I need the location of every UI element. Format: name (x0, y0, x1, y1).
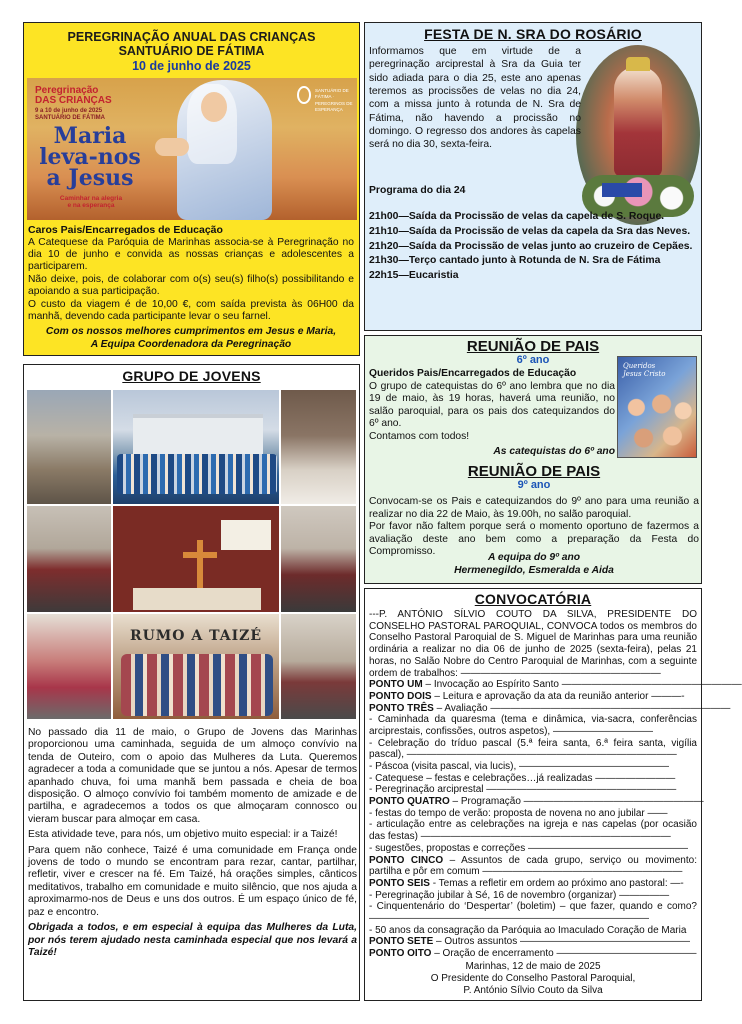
reuniao-9-body (369, 496, 699, 559)
photo-group-outdoor (112, 389, 280, 505)
our-lady-rosary-statue-image (576, 45, 700, 225)
agenda-item: PONTO CINCO – Assuntos de cada grupo, serviço ou movimento: partilha e pôr em comum ———————————————————— (369, 854, 697, 878)
peregrinacao-date: 10 de junho de 2025 (132, 58, 251, 73)
peregrinacao-paragraph-1: A Catequese da Paróquia de Marinhas associa-se à Peregrinação no dia 10 de junho e convida as nossas crianças e adolescentes a participarem. (28, 236, 354, 273)
peregrinacao-paragraph-3: O custo da viagem é de 10,00 €, com saída prevista às 06H00 da manhã, devendo cada participante levar o seu farnel. (28, 298, 354, 322)
poster-date-line1: 9 a 10 de junho de 2025 (35, 108, 103, 114)
agenda-item: - Catequese – festas e celebrações…já realizadas ———————— (369, 772, 676, 784)
jovens-section (23, 364, 360, 1001)
poster-tagline-line1: Caminhar na alegria (59, 195, 123, 202)
reuniao-6-body (369, 368, 615, 443)
agenda-item: - 50 anos da consagração da Paróquia ao Imaculado Coração de Maria (369, 924, 687, 936)
agenda-item: PONTO QUATRO – Programação —————————————————— (369, 796, 704, 808)
poster-headline-line3: a Jesus (46, 164, 134, 191)
rumo-a-taize-banner: RUMO A TAIZÉ (129, 628, 263, 644)
programa-item: 21h20—Saída da Procissão de velas junto ao cruzeiro de Cepães. (369, 240, 693, 252)
agenda-list (365, 679, 742, 960)
jovens-paragraph-2: Esta atividade teve, para nós, um objetivo muito especial: ir a Taizé! (28, 829, 338, 841)
peregrinacao-paragraph-2: Não deixe, pois, de colaborar com o(s) seu(s) filho(s) possibilitando e apoiando a sua participação. (28, 273, 354, 298)
poster-title-line1: Peregrinação (35, 85, 99, 96)
book-title-line1: Queridos (623, 362, 656, 370)
agenda-item: PONTO DOIS – Leitura e aprovação da ata da reunião anterior ———- (369, 690, 685, 702)
reuniao-section (364, 335, 702, 584)
poster-headline-line1: Maria (53, 123, 127, 149)
reuniao-6-greeting: Queridos Pais/Encarregados de Educação (369, 368, 577, 379)
agenda-item: - articulação entre as celebrações na igreja e nas capelas (por ocasião das festas) ————————————————————————— (369, 819, 697, 843)
agenda-item: - Peregrinação jubilar à Sé, 16 de novembro (organizar) ————— (369, 889, 670, 901)
poster-tagline (37, 195, 145, 209)
reuniao-6-signature: As catequistas do 6º ano (493, 446, 615, 457)
catechism-book-cover-image (617, 356, 697, 458)
reuniao-year-6: 6º ano (516, 354, 550, 366)
poster-headline-line2: leva-nos (39, 143, 141, 170)
festa-section (364, 22, 702, 331)
jovens-paragraph-3: Para quem não conhece, Taizé é uma comunidade em França onde jovens de todo o mundo se encontram para rezar, cantar, partilhar, refletir, viver e crescer na fé. Em Taizé, há orações simples, cânticos meditativos, trabalho em comunidade e muito silêncio, que nos ajuda a aproximarmo-nos de Deus e uns dos outros. É um espaço único de fé, paz e encontro. (28, 844, 357, 918)
agenda-item: - sugestões, propostas e correções ———————————————— (369, 842, 688, 854)
book-title-line2: Jesus Cristo (623, 369, 666, 378)
agenda-item: - festas do tempo de verão: proposta de novena no ano jubilar —— (369, 807, 668, 819)
jovens-paragraph-1: No passado dia 11 de maio, o Grupo de Jovens das Marinhas proporcionou uma caminhada, seguida de um almoço convívio na tenda de Outeiro, com o apoio das Mulheres da Luta. Queremos agradecer a toda a comunidade que se juntou a nós. Apesar de termos apanhado chuva, foi uma manhã bem passada e cheia de boa disposição. O almoço convívio foi também momento de amizade e de partilha, e agradecemos a todos os que almoçaram connosco ou vieram buscar para almoçar em casa. (28, 727, 357, 825)
peregrinacao-signature-line2: A Equipa Coordenadora da Peregrinação (90, 338, 292, 350)
reuniao-9-signature (365, 552, 703, 578)
poster-date-line2: SANTUÁRIO DE FÁTIMA (35, 115, 105, 122)
peregrinacao-greeting: Caros Pais/Encarregados de Educação (28, 224, 223, 236)
convocatoria-title: CONVOCATÓRIA (474, 591, 592, 607)
jovens-thanks: Obrigada a todos, e em especial à equipa das Mulheres da Luta, por nós terem ajudado nesta caminhada especial que nos levará a Taizé! (28, 922, 357, 958)
cross-icon (183, 540, 217, 588)
agenda-item: - Cinquentenário do ‘Despertar’ (boletim) – que fazer, quando e como? ———————————————————————————— (369, 901, 697, 924)
photo-community-lunch (280, 613, 357, 720)
festa-intro: Informamos que em virtude de a peregrinação arciprestal à Sra da Guia ter sido adiada para o dia 25, este ano apenas teremos as procissões de velas no dia 24, com a missa junto à rotunda de N. Sra de Fátima, não havendo a procissão no domingo. O regresso dos andores às capelas será no dia 30, sexta-feira. (369, 46, 581, 151)
poster-title-line2: DAS CRIANÇAS (35, 95, 112, 106)
reuniao-year-9: 9º ano (517, 479, 551, 491)
convocatoria-date: Marinhas, 12 de maio de 2025 (465, 960, 601, 972)
poster-headline (35, 123, 145, 191)
reuniao-title-9: REUNIÃO DE PAIS (467, 463, 601, 480)
peregrinacao-title (24, 23, 359, 59)
reuniao-9-paragraph-1: Convocam-se os Pais e catequizandos do 9º ano para uma reunião a realizar no dia 22 de Maio, às 19.00h, no salão paroquial. (369, 496, 699, 520)
peregrinacao-title-line1: PEREGRINAÇÃO ANUAL DAS CRIANÇAS (67, 30, 316, 44)
programa-list (369, 210, 699, 284)
sanctuary-logo-icon (297, 86, 311, 104)
convocatoria-president-title: O Presidente do Conselho Pastoral Paroquial, (430, 972, 636, 984)
reuniao-9-paragraph-2: Por favor não faltem porque será o momento oportuno de fazermos a avaliação deste ano bem como a preparação da Festa do Compromisso. (369, 521, 699, 558)
jovens-photo-collage (26, 389, 357, 720)
peregrinacao-title-line2: SANTUÁRIO DE FÁTIMA (118, 44, 265, 59)
agenda-item: - Celebração do tríduo pascal (5.ª feira santa, 6.ª feira santa, vigília pascal), ——————————————————————————— (369, 737, 697, 761)
reuniao-title-6: REUNIÃO DE PAIS (466, 338, 600, 355)
photo-group-interior (26, 389, 112, 505)
programa-item: 21h00—Saída da Procissão de velas da capela de S. Roque. (369, 211, 665, 222)
photo-serving-food (26, 613, 112, 720)
convocatoria-closing (365, 961, 701, 997)
jovens-title: GRUPO DE JOVENS (122, 368, 261, 384)
poster-tagline-line2: e na esperança (67, 202, 115, 210)
programa-item: 21h10—Saída da Procissão de velas da capela da Sra das Neves. (369, 225, 691, 237)
convocatoria-president-name: P. António Sílvio Couto da Silva (463, 984, 603, 996)
convocatoria-section (364, 588, 742, 1001)
photo-lunch-tables (280, 389, 357, 505)
reuniao-6-paragraph: O grupo de catequistas do 6º ano lembra que no dia 19 de maio, às 19 horas, haverá uma reunião, no salão paroquial, para os pais dos catequizandos do 6º ano. (369, 380, 615, 430)
poster-title (35, 86, 112, 106)
peregrinacao-signature-line1: Com os nossos melhores cumprimentos em Jesus e Maria, (45, 326, 337, 338)
crown-icon (626, 57, 650, 71)
reuniao-6-contamos: Contamos com todos! (369, 430, 470, 442)
agenda-item: PONTO SETE – Outros assuntos ————————————————— (369, 936, 690, 948)
peregrinacao-signature (28, 326, 354, 351)
agenda-item: - Páscoa (visita pascal, via lucis), ——————————————— (369, 761, 670, 773)
poster-side-text: SANTUÁRIO DE FÁTIMA · PEREGRINOS DE ESPERANÇA (315, 88, 353, 112)
photo-chapel-altar (112, 505, 280, 613)
programa-item: 21h30—Terço cantado junto à Rotunda de N. Sra de Fátima (369, 255, 661, 267)
poster-date (35, 108, 105, 122)
convocatoria-intro: ---P. ANTÓNIO SÍLVIO COUTO DA SILVA, PRESIDENTE DO CONSELHO PASTORAL PAROQUIAL, CONVOCA todos os membros do Conselho Pastoral Paroquial de S. Miguel de Marinhas para uma reunião ordinária a realizar no dia 06 de junho de 2025 (sexta-feira), pelas 21 horas, no Salão Nobre do Centro Paroquial de Marinhas, com a seguinte ordem de trabalhos: ———————————————————— (369, 609, 697, 679)
festa-title: FESTA DE N. SRA DO ROSÁRIO (424, 26, 642, 42)
agenda-item: - Peregrinação arciprestal ——————————————————— (369, 784, 677, 796)
peregrinacao-poster-image (27, 78, 357, 220)
photo-youth-standing (26, 505, 112, 613)
photo-rumo-a-taize (112, 613, 280, 720)
reuniao-9-signature-line1: A equipa do 9º ano (487, 552, 581, 563)
reuniao-9-signature-line2: Hermenegildo, Esmeralda e Aida (454, 564, 614, 576)
agenda-item: PONTO SEIS - Temas a refletir em ordem ao próximo ano pastoral: —- (369, 877, 684, 889)
agenda-item: PONTO UM – Invocação ao Espírito Santo —————————————————— (369, 679, 742, 691)
programa-item: 22h15—Eucaristia (369, 270, 459, 282)
photo-youth-leaders (280, 505, 357, 613)
agenda-item: PONTO OITO – Oração de encerramento —————————————— (369, 948, 697, 960)
book-title (623, 363, 665, 378)
peregrinacao-section (23, 22, 360, 356)
jovens-text (28, 727, 357, 962)
agenda-item: - Caminhada da quaresma (tema e dinâmica, via-sacra, conferências arciprestais, confissões, outros aspetos), —————————— (369, 714, 697, 737)
agenda-item: PONTO TRÊS – Avaliação ———————————————————————— (369, 702, 731, 714)
programa-title: Programa do dia 24 (369, 185, 466, 196)
